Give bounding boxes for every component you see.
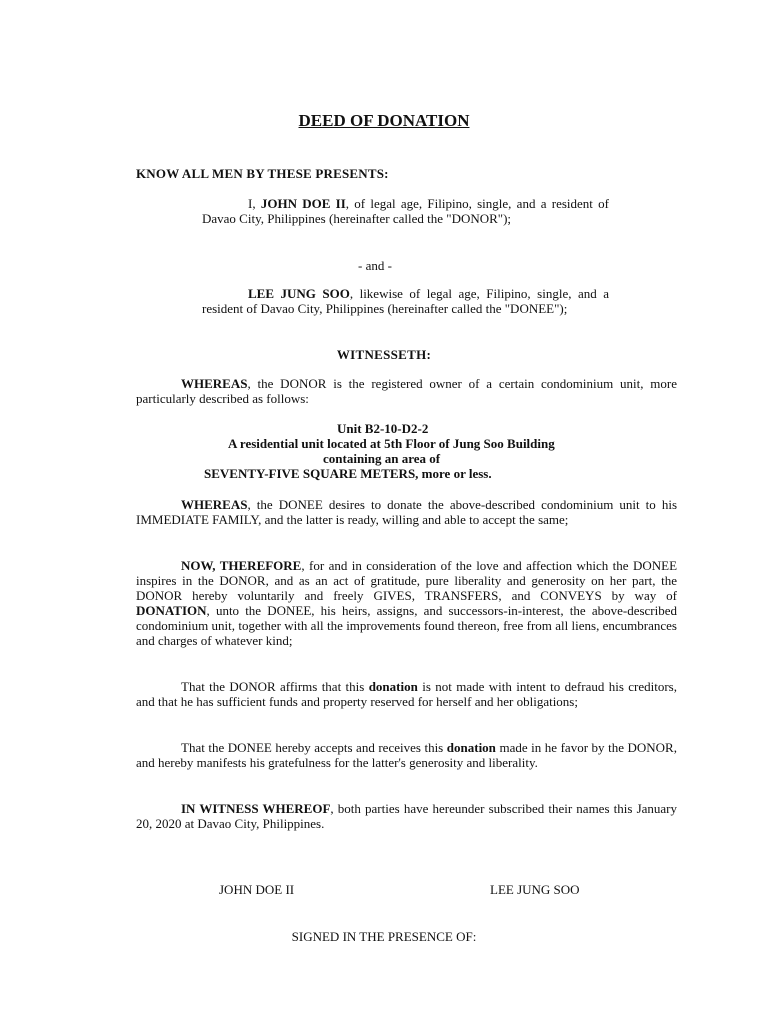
donation-keyword: DONATION	[136, 603, 207, 618]
donee-clause	[202, 286, 609, 316]
and-separator: - and -	[358, 258, 392, 273]
property-area-value: SEVENTY-FIVE SQUARE METERS, more or less.	[204, 466, 492, 481]
now-therefore-text-b: , unto the DONEE, his heirs, assigns, and successors-in-interest, the above-described condominium unit, together with all the improvements found thereon, free from all liens, encumbrances and charges of whatever kind;	[136, 603, 677, 648]
donation-keyword: donation	[446, 740, 496, 755]
acceptance-paragraph	[136, 740, 677, 770]
presence-heading: SIGNED IN THE PRESENCE OF:	[291, 929, 477, 944]
donor-clause-text: , of legal age, Filipino, single, and a resident of Davao City, Philippines (hereinafter called the "DONOR");	[202, 196, 609, 226]
donee-signature-name: LEE JUNG SOO	[490, 882, 580, 897]
acceptance-text-b: made in he favor by the DONOR, and hereby manifests his gratefulness for the latter's generosity and liberality.	[136, 740, 677, 770]
whereas-keyword: WHEREAS	[181, 376, 248, 391]
witnesseth-heading: WITNESSETH:	[336, 347, 432, 362]
now-therefore-text-a: , for and in consideration of the love and affection which the DONEE inspires in the DONOR, and as an act of gratitude, pure liberality and generosity on her part, the DONOR hereby voluntarily and freely GIVES, TRANSFERS, and CONVEYS by way of	[136, 558, 678, 603]
whereas-ownership-paragraph	[136, 376, 677, 406]
donor-clause-lead: I,	[248, 196, 261, 211]
property-area-label: containing an area of	[323, 451, 441, 466]
now-therefore-keyword: NOW, THEREFORE	[181, 558, 302, 573]
property-unit-number: Unit B2-10-D2-2	[337, 421, 429, 436]
donor-clause	[202, 196, 609, 226]
donor-signature-name: JOHN DOE II	[219, 882, 295, 897]
acceptance-text-a: That the DONEE hereby accepts and receives this	[181, 740, 447, 755]
property-location: A residential unit located at 5th Floor of Jung Soo Building	[228, 436, 555, 451]
affirmation-text-a: That the DONOR affirms that this	[181, 679, 369, 694]
now-therefore-paragraph	[136, 558, 677, 648]
document-title: DEED OF DONATION	[298, 111, 470, 130]
donor-name: JOHN DOE II	[260, 196, 346, 211]
witness-whereof-keyword: IN WITNESS WHEREOF	[181, 801, 331, 816]
witness-whereof-paragraph	[136, 801, 677, 831]
preamble: KNOW ALL MEN BY THESE PRESENTS:	[136, 166, 389, 181]
donee-name: LEE JUNG SOO	[248, 286, 350, 301]
affirmation-text-b: is not made with intent to defraud his creditors, and that he has sufficient funds and property reserved for herself and her obligations;	[136, 679, 677, 709]
whereas-intent-paragraph	[136, 497, 677, 527]
affirmation-paragraph	[136, 679, 677, 709]
whereas-intent-text: , the DONEE desires to donate the above-described condominium unit to his IMMEDIATE FAMILY, and the latter is ready, willing and able to accept the same;	[136, 497, 677, 527]
donation-keyword: donation	[368, 679, 418, 694]
whereas-ownership-text: , the DONOR is the registered owner of a certain condominium unit, more particularly described as follows:	[136, 376, 677, 406]
witness-whereof-text: , both parties have hereunder subscribed their names this January 20, 2020 at Davao City, Philippines.	[136, 801, 677, 831]
donee-clause-text: , likewise of legal age, Filipino, single, and a resident of Davao City, Philippines (hereinafter called the "DONEE");	[202, 286, 609, 316]
whereas-keyword: WHEREAS	[181, 497, 248, 512]
